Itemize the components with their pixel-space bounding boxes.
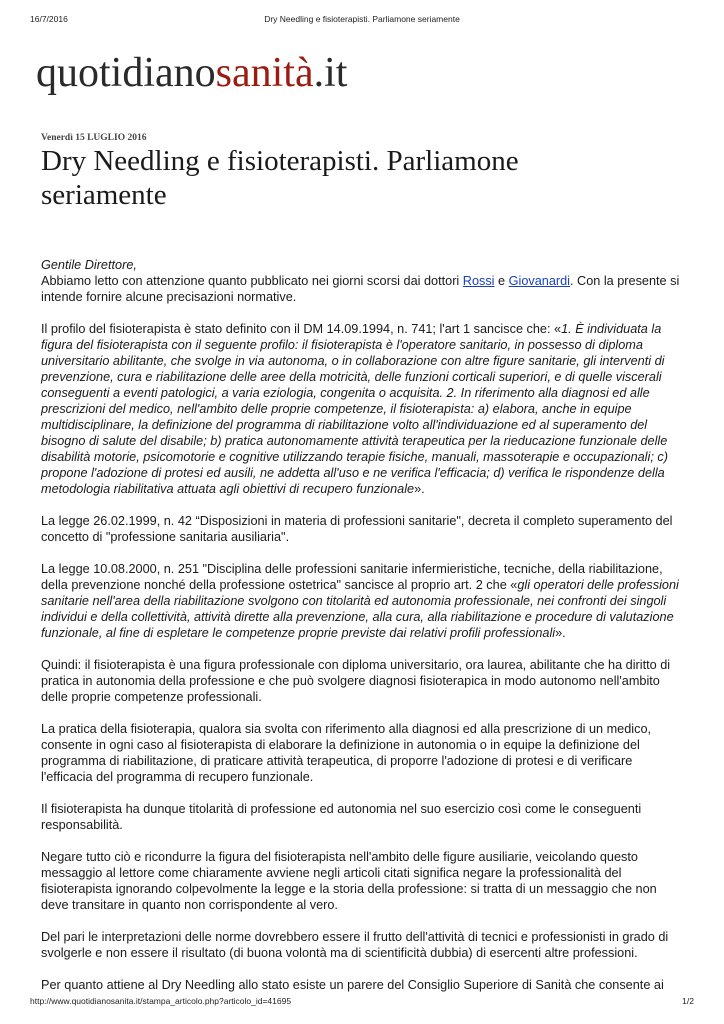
- paragraph-dry-needling: Per quanto attiene al Dry Needling allo stato esiste un parere del Consiglio Superiore di Sanità che consente ai: [41, 978, 664, 992]
- intro-text-1: Abbiamo letto con attenzione quanto pubblicato nei giorni scorsi dai dottori: [41, 274, 463, 288]
- article-date: Venerdì 15 LUGLIO 2016: [41, 133, 147, 143]
- print-url: http://www.quotidianosanita.it/stampa_articolo.php?articolo_id=41695: [30, 996, 292, 1006]
- intro-text-2: e: [494, 274, 509, 288]
- paragraph-dm-1994: [41, 321, 681, 497]
- paragraph-interpretazioni: Del pari le interpretazioni delle norme dovrebbero essere il frutto dell'attività di tecnici e professionisti in grado di svolgerle e non essere il risultato (di buona volontà ma di scientificità dubbia) di esercenti altre professioni.: [41, 930, 669, 960]
- logo-part-quotidiano: quotidiano: [36, 50, 216, 96]
- paragraph-text: La legge 10.08.2000, n. 251 "Disciplina delle professioni sanitarie infermieristiche, tecniche, della riabilitazione, della prevenzione nonché della professione ostetrica" sancisce al proprio art. 2 che «: [41, 562, 663, 592]
- link-rossi[interactable]: Rossi: [462, 274, 495, 288]
- quoted-text: 1. È individuata la figura del fisioterapista con il seguente profilo: il fisioterapista è l'operatore sanitario, in possesso di diploma universitario abilitante, che svolge in via autonoma, o in collaborazione con altre figure sanitarie, gli interventi di prevenzione, cura e riabilitazione delle aree della motricità, delle funzioni corticali superiori, e di quelle viscerali conseguenti a eventi patologici, a varia eziologia, congenita o acquisita. 2. In riferimento alla diagnosi ed alle prescrizioni del medico, nell'ambito delle proprie competenze, il fisioterapista: a) elabora, anche in equipe multidisciplinare, la definizione del programma di riabilitazione volto all'individuazione ed al superamento del bisogno di salute del disabile; b) pratica autonomamente attività terapeutica per la rieducazione funzionale delle disabilità motorie, psicomotorie e cognitive utilizzando terapie fisiche, manuali, massoterapie e occupazionali; c) propone l'adozione di protesi ed ausili, ne addetta all'uso e ne verifica l'efficacia; d) verifica le rispondenze della metodologia riabilitativa attuata agli obiettivi di recupero funzionale: [41, 322, 668, 496]
- paragraph-legge-2000: [41, 561, 681, 641]
- paragraph-text: Il profilo del fisioterapista è stato definito con il DM 14.09.1994, n. 741; l'art 1 sancisce che: «: [41, 322, 562, 336]
- paragraph-legge-1999: La legge 26.02.1999, n. 42 “Disposizioni in materia di professioni sanitarie", decreta il completo superamento del concetto di "professione sanitaria ausiliaria".: [41, 514, 673, 544]
- print-date: 16/7/2016: [30, 14, 68, 24]
- greeting: Gentile Direttore,: [41, 258, 137, 272]
- paragraph-quindi: Quindi: il fisioterapista è una figura professionale con diploma universitario, ora laurea, abilitante che ha diritto di pratica in autonomia della professione e che può svolgere diagnosi fisioterapica in modo autonomo nell'ambito delle proprie competenze professionali.: [41, 658, 671, 704]
- paragraph-pratica: La pratica della fisioterapia, qualora sia svolta con riferimento alla diagnosi ed alla prescrizione di un medico, consente in ogni caso al fisioterapista di elaborare la definizione in autonomia o in equipe la definizione del programma di riabilitazione, di praticare attività terapeutica, di proporre l'adozione di protesi e di verificare l'efficacia del programma di recupero funzionale.: [41, 722, 652, 784]
- quoted-text: gli operatori delle professioni sanitarie nell'area della riabilitazione svolgono con titolarità ed autonomia professionale, nei confronti dei singoli individui e della collettività, attività dirette alla prevenzione, alla cura, alla riabilitazione e procedure di valutazione funzionale, al fine di espletare le competenze proprie previste dai relativi profili professionali: [41, 578, 679, 640]
- intro-text-3: . Con la presente si intende fornire alcune precisazioni normative.: [41, 274, 680, 304]
- print-page-title: Dry Needling e fisioterapisti. Parliamone seriamente: [264, 14, 460, 24]
- logo-part-it: .it: [313, 50, 348, 96]
- paragraph-titolarita: Il fisioterapista ha dunque titolarità di professione ed autonomia nel suo esercizio così come le conseguenti responsabilità.: [41, 802, 642, 832]
- paragraph-text: ».: [414, 482, 425, 496]
- page-number: 1/2: [682, 996, 694, 1006]
- article-title: Dry Needling e fisioterapisti. Parliamone seriamente: [41, 145, 519, 211]
- site-logo[interactable]: [36, 52, 347, 94]
- paragraph-negare: Negare tutto ciò e ricondurre la figura del fisioterapista nell'ambito delle figure ausiliarie, veicolando questo messaggio al lettore come chiaramente avviene negli articoli citati significa negare la professionalità del fisioterapista ignorando colpevolmente la legge e la storia della professione: si tratta di un messaggio che non deve transitare in quanto non corrispondente al vero.: [41, 850, 657, 912]
- paragraph-text: ».: [555, 626, 566, 640]
- logo-part-sanita: sanità: [215, 50, 314, 96]
- link-giovanardi[interactable]: Giovanardi: [508, 274, 570, 288]
- article-body: [41, 257, 681, 1009]
- paragraph-intro: [41, 257, 681, 305]
